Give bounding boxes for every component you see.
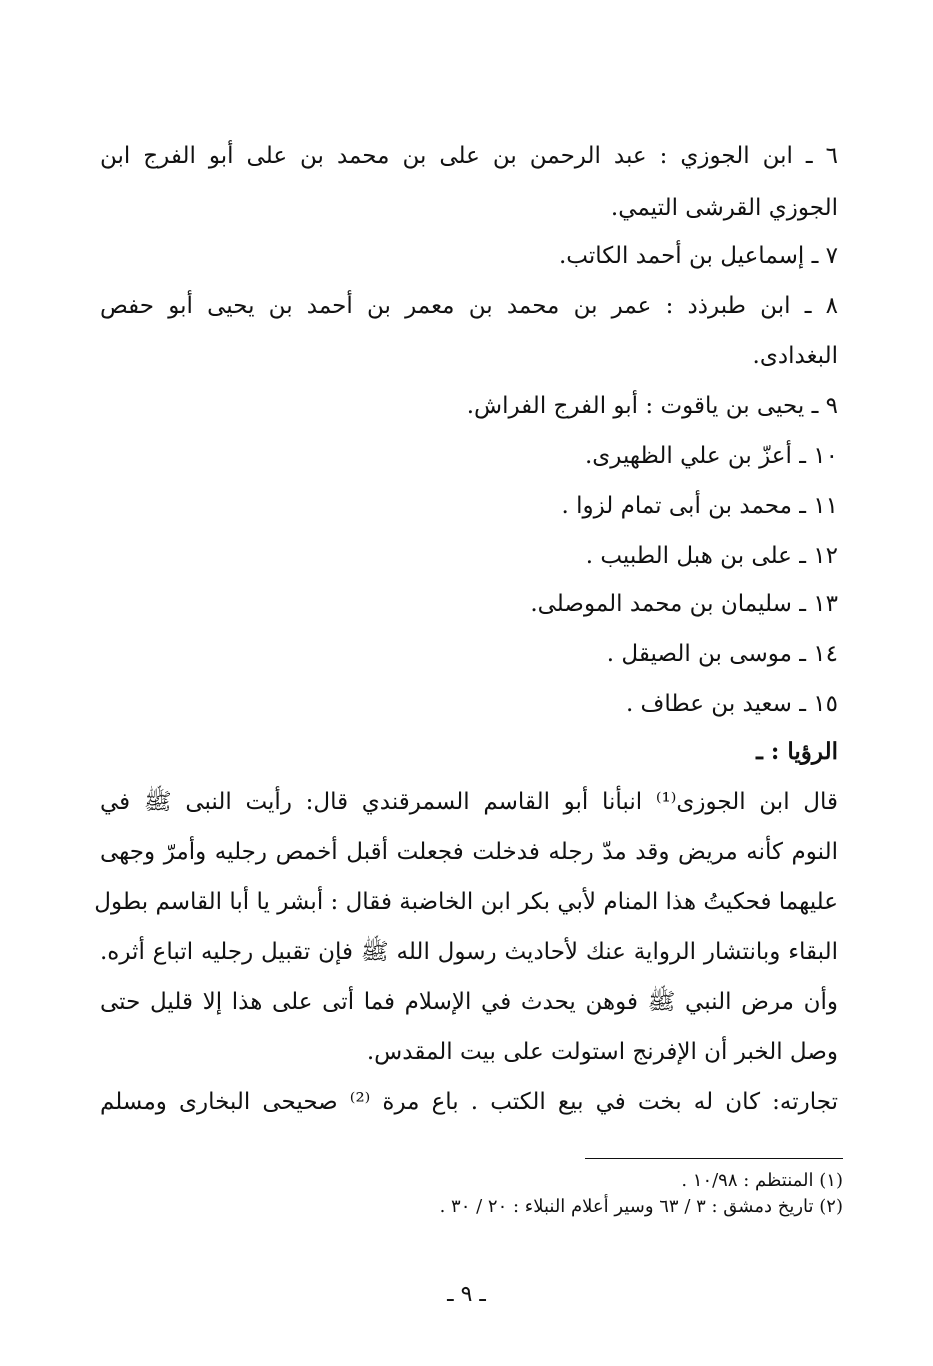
page-number: ـ ٩ ـ <box>447 1282 486 1307</box>
text-line: ٩ ـ يحيى بن ياقوت : أبو الفرج الفراش. <box>466 393 838 419</box>
text-line: ٧ ـ إسماعيل بن أحمد الكاتب. <box>559 243 838 269</box>
text-line: الجوزي القرشى التيمي. <box>610 195 838 221</box>
footnote: (١) المنتظم : ١٠/٩٨ . <box>681 1170 843 1191</box>
text-line: قال ابن الجوزى⁽¹⁾ انبأنا أبو القاسم السمرقندي قال: رأيت النبى ﷺ في <box>100 789 838 815</box>
text-line: ١٣ ـ سليمان بن محمد الموصلى. <box>530 591 838 617</box>
text-line: البغدادى. <box>752 343 838 369</box>
text-line: ١١ ـ محمد بن أبى تمام لزوا . <box>561 493 838 519</box>
text-line: ٦ ـ ابن الجوزي : عبد الرحمن بن على بن محمد بن على أبو الفرج ابن <box>100 143 838 169</box>
footnote-separator <box>585 1158 843 1159</box>
text-line: وصل الخبر أن الإفرنج استولت على بيت المقدس. <box>366 1039 838 1065</box>
text-line: عليهما فحكيتُ هذا المنام لأبي بكر ابن الخاضبة فقال : أبشر يا أبا القاسم بطول <box>94 889 838 915</box>
footnote: (٢) تاريخ دمشق : ٣ / ٦٣ وسير أعلام النبلاء : ٢٠ / ٣٠ . <box>439 1196 843 1217</box>
text-line: ١٤ ـ موسى بن الصيقل . <box>606 641 838 667</box>
text-line: البقاء وبانتشار الرواية عنك لأحاديث رسول الله ﷺ فإن تقبيل رجليه اتباع أثره. <box>100 939 838 965</box>
text-line: ١٠ ـ أعزّ بن علي الظهيرى. <box>584 443 838 469</box>
text-line: تجارته: كان له بخت في بيع الكتب . باع مرة ⁽²⁾ صحيحى البخارى ومسلم <box>100 1089 838 1115</box>
text-line: ٨ ـ ابن طبرذد : عمر بن محمد بن معمر بن أحمد بن يحيى أبو حفص <box>100 293 838 319</box>
text-line: وأن مرض النبي ﷺ فوهن يحدث في الإسلام فما أتى على هذا إلا قليل حتى <box>100 989 838 1015</box>
text-line: الرؤيا : ـ <box>756 738 838 765</box>
text-line: النوم كأنه مريض وقد مدّ رجله فدخلت فجعلت أقبل أخمص رجليه وأمرّ وجهى <box>100 839 838 865</box>
text-line: ١٢ ـ على بن هبل الطبيب . <box>585 543 838 569</box>
text-line: ١٥ ـ سعيد بن عطاف . <box>625 691 838 717</box>
